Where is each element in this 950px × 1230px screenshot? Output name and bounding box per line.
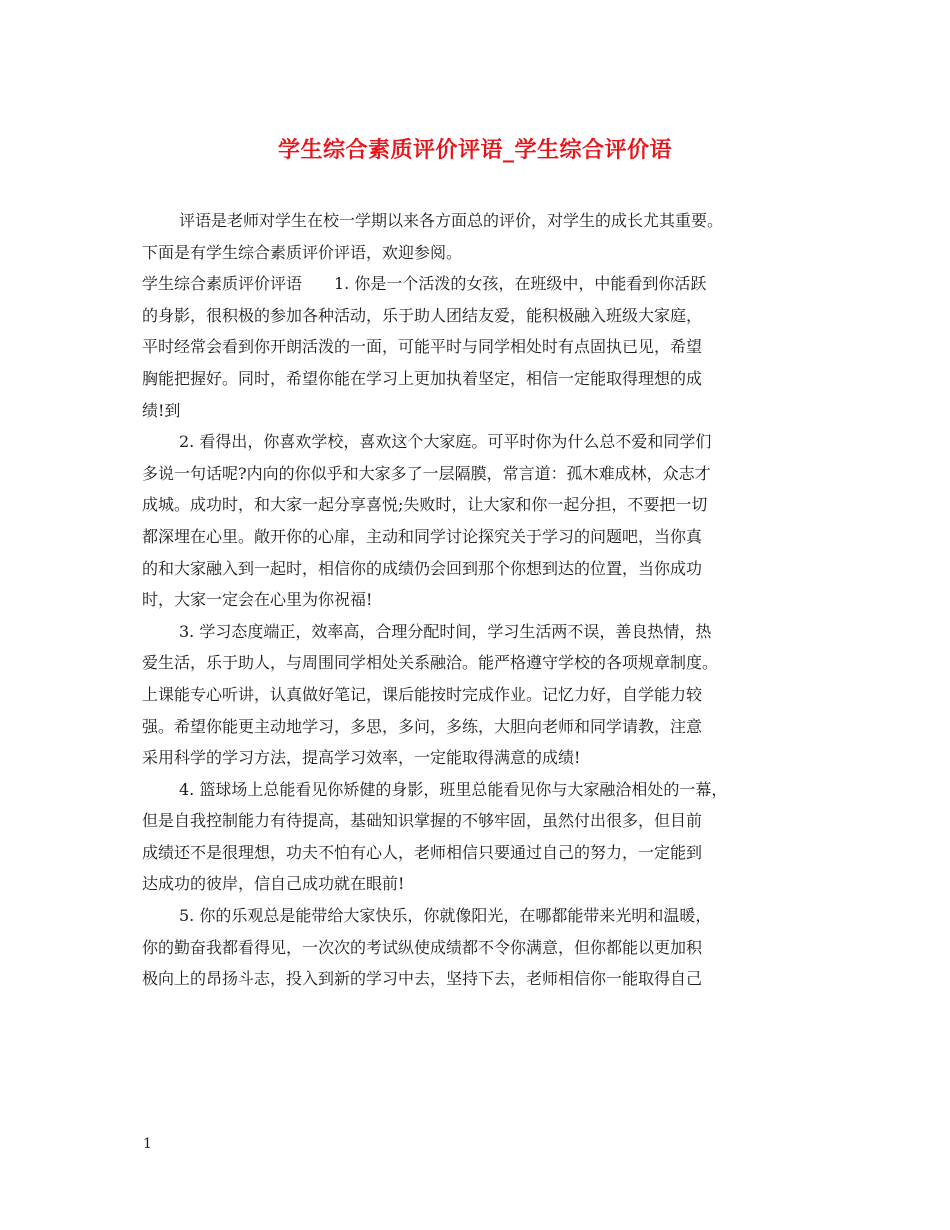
text-line: 极向上的昂扬斗志，投入到新的学习中去，坚持下去，老师相信你一能取得自己 bbox=[142, 969, 703, 989]
text-line: 都深埋在心里。敞开你的心扉，主动和同学讨论探究关于学习的问题吧，当你真 bbox=[142, 526, 703, 546]
page-number: 1 bbox=[143, 1136, 152, 1152]
text-line: 评语是老师对学生在校一学期以来各方面总的评价，对学生的成长尤其重要。 bbox=[179, 211, 724, 230]
text-line: 你的勤奋我都看得见，一次次的考试纵使成绩都不令你满意，但你都能以更加积 bbox=[142, 937, 703, 957]
text-line: 绩!到 bbox=[142, 400, 181, 420]
text-line: 强。希望你能更主动地学习，多思，多问，多练，大胆向老师和同学请教，注意 bbox=[142, 716, 703, 736]
text-line: 5. 你的乐观总是能带给大家快乐，你就像阳光，在哪都能带来光明和温暖， bbox=[179, 906, 712, 926]
document-title: 学生综合素质评价评语_学生综合评价语 bbox=[277, 137, 672, 163]
text-line: 的和大家融入到一起时，相信你的成绩仍会回到那个你想到达的位置，当你成功 bbox=[142, 558, 703, 578]
text-line: 爱生活，乐于助人，与周围同学相处关系融洽。能严格遵守学校的各项规章制度。 bbox=[142, 653, 719, 673]
text-line: 采用科学的学习方法，提高学习效率，一定能取得满意的成绩! bbox=[142, 748, 581, 768]
text-line: 3. 学习态度端正，效率高，合理分配时间，学习生活两不误，善良热情，热 bbox=[179, 621, 712, 641]
text-line: 学生综合素质评价评语 1. 你是一个活泼的女孩，在班级中，中能看到你活跃 bbox=[142, 274, 707, 294]
text-line: 平时经常会看到你开朗活泼的一面，可能平时与同学相处时有点固执已见，希望 bbox=[142, 337, 703, 357]
text-line: 达成功的彼岸，信自己成功就在眼前! bbox=[142, 874, 405, 894]
text-line: 时，大家一定会在心里为你祝福! bbox=[142, 590, 373, 610]
text-line: 4. 篮球场上总能看见你矫健的身影，班里总能看见你与大家融洽相处的一幕， bbox=[179, 779, 728, 799]
text-line: 成城。成功时，和大家一起分享喜悦;失败时，让大家和你一起分担，不要把一切 bbox=[142, 495, 708, 515]
text-line: 成绩还不是很理想，功夫不怕有心人，老师相信只要通过自己的努力，一定能到 bbox=[142, 842, 703, 862]
text-line: 下面是有学生综合素质评价评语，欢迎参阅。 bbox=[142, 242, 463, 262]
text-line: 的身影，很积极的参加各种活动，乐于助人团结友爱，能积极融入班级大家庭， bbox=[142, 305, 703, 325]
text-line: 2. 看得出，你喜欢学校，喜欢这个大家庭。可平时你为什么总不爱和同学们 bbox=[179, 432, 712, 452]
document-body bbox=[142, 205, 832, 995]
text-line: 多说一句话呢?内向的你似乎和大家多了一层隔膜，常言道：孤木难成林，众志才 bbox=[142, 463, 711, 483]
text-line: 上课能专心听讲，认真做好笔记，课后能按时完成作业。记忆力好，自学能力较 bbox=[142, 684, 703, 704]
text-line: 胸能把握好。同时，希望你能在学习上更加执着坚定，相信一定能取得理想的成 bbox=[142, 368, 703, 388]
text-line: 但是自我控制能力有待提高，基础知识掌握的不够牢固，虽然付出很多，但目前 bbox=[142, 811, 703, 831]
